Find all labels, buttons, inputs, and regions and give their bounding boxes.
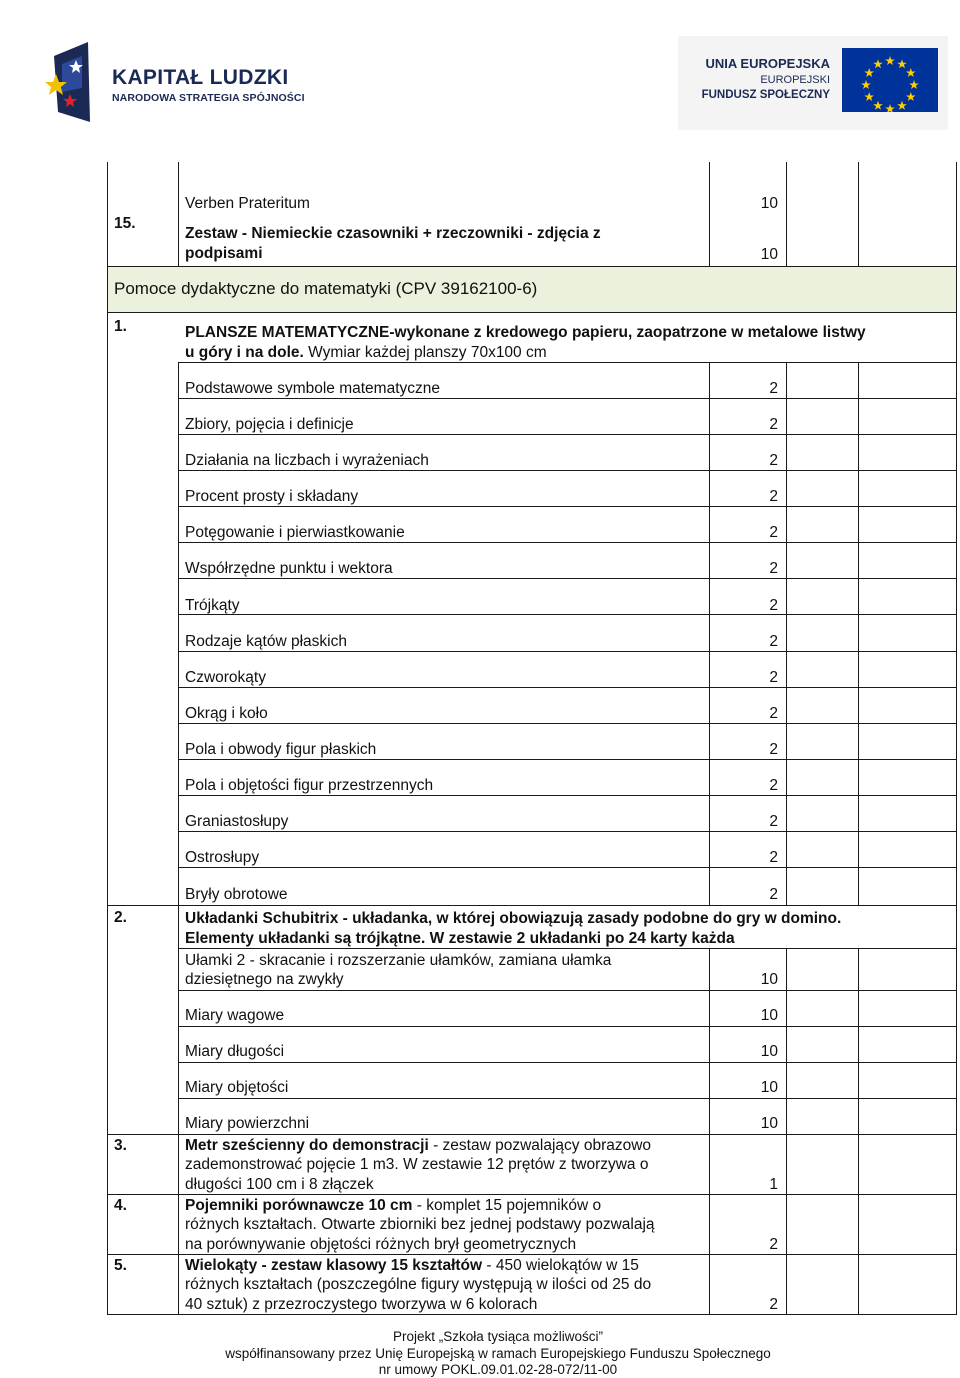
row-number: 4. [114,1197,127,1214]
row-border [178,542,957,543]
table-row: Podstawowe symbole matematyczne [185,380,441,397]
row-border [107,1194,957,1195]
table-row: Trójkąty [185,597,240,614]
item-title-cont: Elementy układanki są trójkątne. W zestawie 2 układanki po 24 karty każda [185,930,735,947]
item-description [185,1136,651,1155]
item-qty: 2 [769,705,778,722]
table-bottom-border [107,1314,957,1315]
section-title: Pomoce dydaktyczne do matematyki (CPV 39162100-6) [114,279,538,298]
item-qty: 10 [760,195,778,212]
table-row: Działania na liczbach i wyrażeniach [185,452,429,469]
table-row: Ostrosłupy [185,849,260,866]
col-divider-b [858,362,859,905]
item-title-bold: Metr sześcienny do demonstracji [185,1137,429,1154]
table-row: Potęgowanie i pierwiastkowanie [185,524,405,541]
item-qty: 2 [769,597,778,614]
item-qty: 2 [769,1236,778,1253]
row-border [178,759,957,760]
table-row: Współrzędne punktu i wektora [185,560,393,577]
kapital-ludzki-subtitle: NARODOWA STRATEGIA SPÓJNOŚCI [112,92,305,104]
table-row: Procent prosty i składany [185,488,359,505]
row-border [178,434,957,435]
row-border [178,1062,957,1063]
col-divider-b [858,1134,859,1314]
item-description-rest: - 450 wielokątów w 15 [482,1257,639,1274]
item-title-bold: Pojemniki porównawcze 10 cm [185,1197,413,1214]
item-description-cont: długości 100 cm i 8 złączek [185,1176,374,1193]
row-border [178,1026,957,1027]
item-qty: 2 [769,380,778,397]
footer-contract-number: nr umowy POKL.09.01.02-28-072/11-00 [378,1362,618,1377]
row-border [107,312,957,313]
eu-logo-line3: FUNDUSZ SPOŁECZNY [701,89,830,101]
item-qty: 2 [769,669,778,686]
item-name: Verben Prateritum [185,195,310,212]
row-border [107,266,957,267]
eu-logo-line1: UNIA EUROPEJSKA [705,56,830,71]
row-border [178,867,957,868]
table-row: Pola i objętości figur przestrzennych [185,777,434,794]
item-qty: 2 [769,560,778,577]
col-divider-number [178,362,179,1314]
item-qty: 2 [769,488,778,505]
row-border [178,362,957,363]
item-description-rest: - komplet 15 pojemników o [412,1197,602,1214]
item-description [185,1256,639,1275]
table-row: Graniastosłupy [185,813,289,830]
row-border [178,614,957,615]
item-description-rest: - zestaw pozwalający obrazowo [428,1137,652,1154]
row-border [178,470,957,471]
row-number: 5. [114,1257,127,1274]
item-qty: 2 [769,813,778,830]
table-row: Zbiory, pojęcia i definicje [185,416,354,433]
table-right-border [956,162,957,1314]
item-qty: 2 [769,452,778,469]
row-border [178,651,957,652]
table-row: Miary powierzchni [185,1115,310,1132]
col-divider-a [786,1134,787,1314]
col-divider-qty [709,1134,710,1314]
row-number: 1. [114,318,127,335]
item-title-cont [185,343,547,362]
row-number: 3. [114,1137,127,1154]
footer-project: Projekt „Szkoła tysiąca możliwości” [392,1329,604,1344]
row-border [178,831,957,832]
row-border [107,1134,957,1135]
item-qty: 10 [760,1115,778,1132]
row-border [178,1098,957,1099]
table-row: Miary długości [185,1043,285,1060]
table-row: Bryły obrotowe [185,886,288,903]
row-border [178,578,957,579]
item-qty: 2 [769,849,778,866]
col-divider-b [858,948,859,1134]
item-description-cont: zademonstrować pojęcie 1 m3. W zestawie 12 prętów z tworzywa o [185,1156,649,1173]
item-qty: 2 [769,416,778,433]
item-qty: 10 [760,246,778,263]
item-description-cont: różnych kształtach. Otwarte zbiorniki bez jednej podstawy pozwalają [185,1216,655,1233]
item-qty: 2 [769,1296,778,1313]
item-qty: 10 [760,1079,778,1096]
table-row: Czworokąty [185,669,266,686]
col-divider-a [786,362,787,905]
col-divider-b [858,162,859,266]
item-qty: 2 [769,633,778,650]
item-description-cont: na porównywanie objętości różnych brył geometrycznych [185,1236,577,1253]
item-title: Układanki Schubitrix - układanka, w której obowiązują zasady podobne do gry w domino. [185,910,842,927]
item-title-bold: Wielokąty - zestaw klasowy 15 kształtów [185,1257,483,1274]
row-border [107,905,957,906]
item-qty: 2 [769,777,778,794]
col-divider-number [178,162,179,266]
item-title-bold: u góry i na dole. [185,344,304,361]
row-border [178,723,957,724]
col-divider-qty [709,362,710,905]
col-divider-a [786,948,787,1134]
item-qty: 2 [769,741,778,758]
row-number: 2. [114,909,127,926]
row-border [178,506,957,507]
col-divider-qty [709,948,710,1134]
table-left-border [107,162,108,1314]
item-description-cont: różnych kształtach (poszczególne figury występują w ilości od 25 do [185,1276,652,1293]
footer-cofinancing: współfinansowany przez Unię Europejską w ramach Europejskiego Funduszu Społecznego [225,1346,771,1361]
row-border [178,948,957,949]
row-border [178,990,957,991]
eu-logo-line2: EUROPEJSKI [760,74,830,86]
item-qty: 10 [760,1007,778,1024]
item-title-rest: Wymiar każdej planszy 70x100 cm [303,344,547,361]
item-qty: 2 [769,524,778,541]
row-border [107,1254,957,1255]
row-number: 15. [114,215,136,232]
row-border [178,398,957,399]
table-row-cont: dziesiętnego na zwykły [185,971,344,988]
item-name-cont: podpisami [185,245,263,262]
item-qty: 10 [760,1043,778,1060]
col-divider-qty [709,162,710,266]
item-qty: 2 [769,886,778,903]
table-row: Ułamki 2 - skracanie i rozszerzanie ułamków, zamiana ułamka [185,952,612,969]
row-border [178,687,957,688]
item-description-cont: 40 sztuk) z przezroczystego tworzywa w 6 kolorach [185,1296,538,1313]
item-name: Zestaw - Niemieckie czasowniki + rzeczowniki - zdjęcia z [185,225,601,242]
table-row: Okrąg i koło [185,705,268,722]
row-border [178,795,957,796]
item-description [185,1196,601,1215]
table-row: Miary wagowe [185,1007,285,1024]
item-qty: 10 [760,971,778,988]
kapital-ludzki-title: KAPITAŁ LUDZKI [112,66,289,89]
item-qty: 1 [769,1176,778,1193]
table-row: Pola i obwody figur płaskich [185,741,377,758]
table-row: Rodzaje kątów płaskich [185,633,347,650]
item-title: PLANSZE MATEMATYCZNE-wykonane z kredowego papieru, zaopatrzone w metalowe listwy [185,324,866,341]
table-row: Miary objętości [185,1079,289,1096]
col-divider-a [786,162,787,266]
